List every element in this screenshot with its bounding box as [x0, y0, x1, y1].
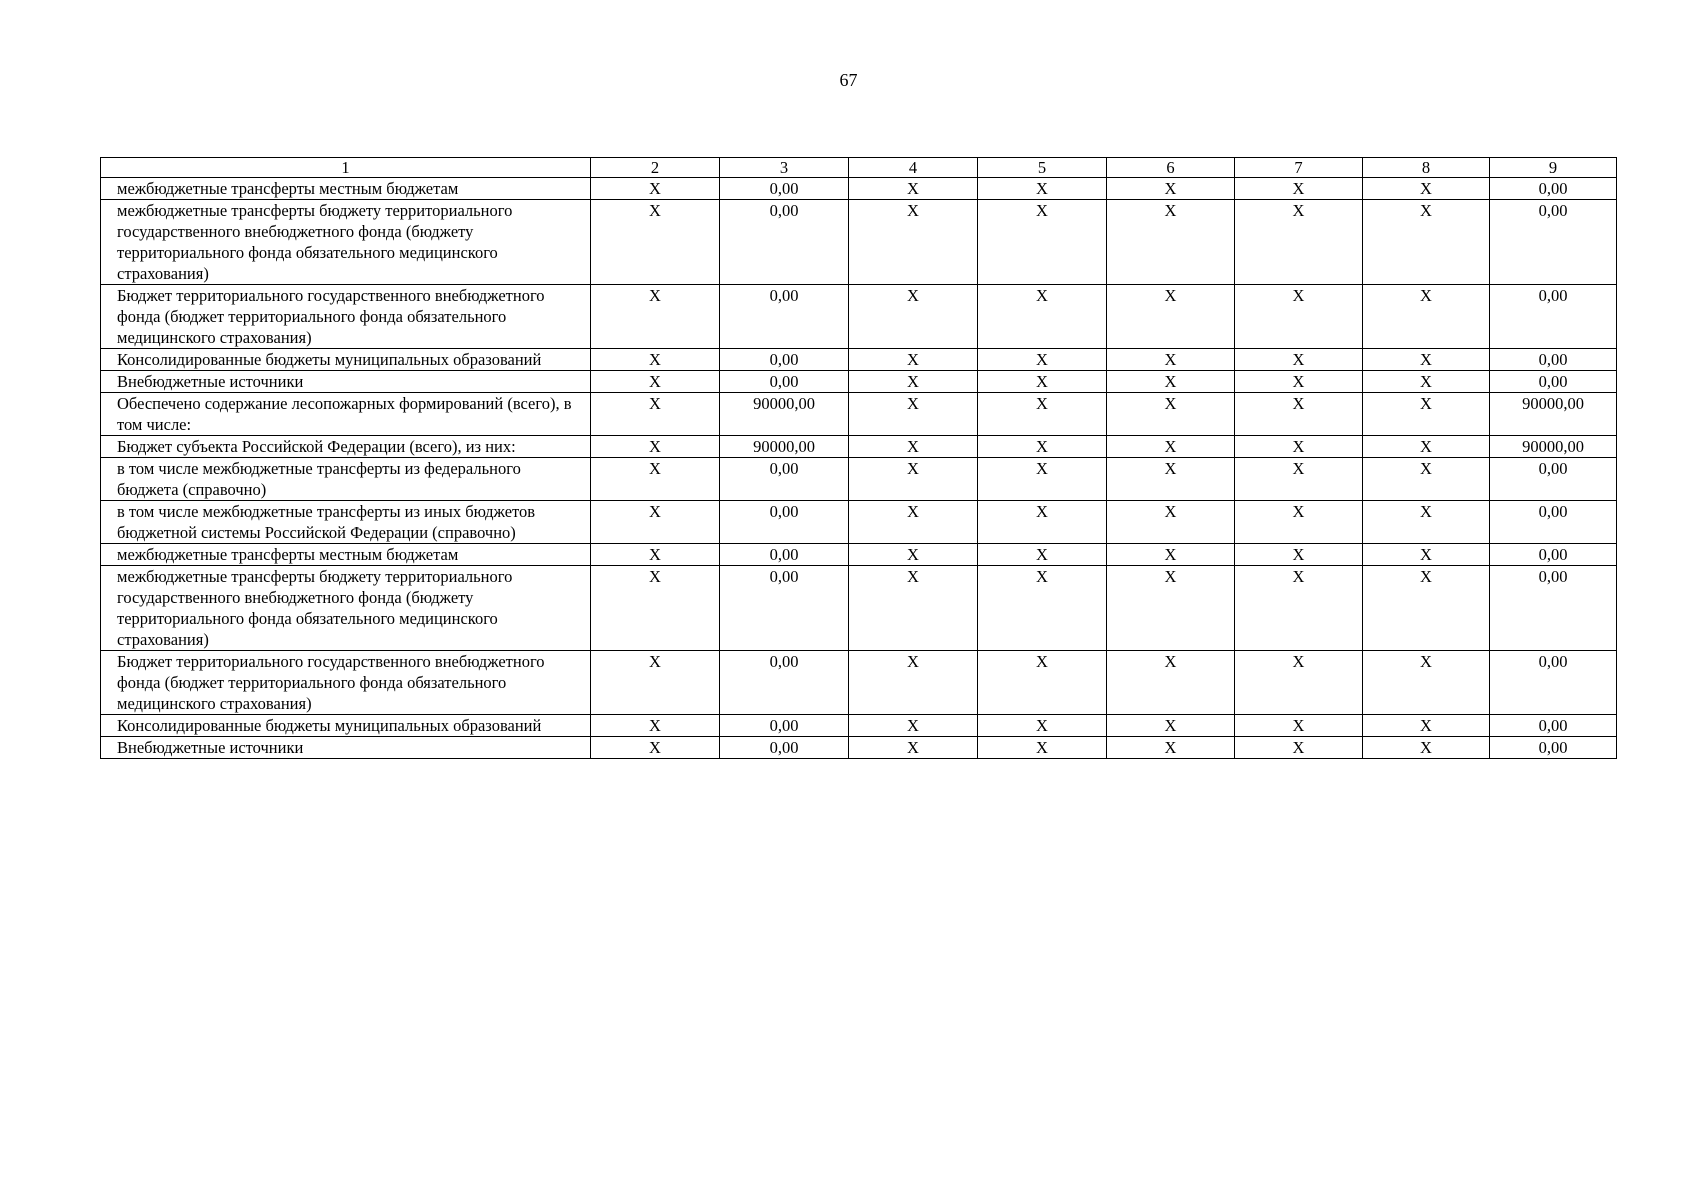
cell-col-8: Х — [1363, 715, 1490, 737]
table-row — [101, 371, 1617, 393]
cell-col-3: 0,00 — [720, 501, 849, 544]
cell-col-3: 0,00 — [720, 458, 849, 501]
cell-col-9: 0,00 — [1490, 737, 1617, 759]
cell-col-7: Х — [1235, 651, 1363, 715]
column-header: 6 — [1107, 158, 1235, 178]
cell-col-5: Х — [978, 458, 1107, 501]
cell-col-3: 90000,00 — [720, 436, 849, 458]
cell-col-6: Х — [1107, 200, 1235, 285]
cell-col-8: Х — [1363, 436, 1490, 458]
cell-col-2: Х — [591, 200, 720, 285]
table-row — [101, 200, 1617, 285]
cell-col-5: Х — [978, 285, 1107, 349]
cell-col-4: Х — [849, 715, 978, 737]
table-row — [101, 436, 1617, 458]
table-row — [101, 178, 1617, 200]
cell-col-2: Х — [591, 651, 720, 715]
cell-col-4: Х — [849, 651, 978, 715]
cell-col-4: Х — [849, 436, 978, 458]
cell-col-4: Х — [849, 544, 978, 566]
cell-col-6: Х — [1107, 371, 1235, 393]
cell-col-7: Х — [1235, 737, 1363, 759]
cell-col-9: 0,00 — [1490, 285, 1617, 349]
cell-col-4: Х — [849, 501, 978, 544]
cell-col-8: Х — [1363, 651, 1490, 715]
cell-col-7: Х — [1235, 544, 1363, 566]
cell-col-6: Х — [1107, 715, 1235, 737]
cell-col-3: 0,00 — [720, 544, 849, 566]
cell-col-9: 0,00 — [1490, 544, 1617, 566]
cell-col-8: Х — [1363, 200, 1490, 285]
cell-col-7: Х — [1235, 436, 1363, 458]
row-label: Обеспечено содержание лесопожарных формирований (всего), в том числе: — [101, 393, 591, 436]
cell-col-4: Х — [849, 566, 978, 651]
cell-col-2: Х — [591, 458, 720, 501]
cell-col-2: Х — [591, 349, 720, 371]
cell-col-4: Х — [849, 285, 978, 349]
cell-col-7: Х — [1235, 285, 1363, 349]
cell-col-8: Х — [1363, 501, 1490, 544]
column-header: 1 — [101, 158, 591, 178]
cell-col-9: 0,00 — [1490, 715, 1617, 737]
row-label: Бюджет территориального государственного внебюджетного фонда (бюджет территориального фонда обязательного медицинского страхования) — [101, 285, 591, 349]
cell-col-8: Х — [1363, 371, 1490, 393]
column-header: 5 — [978, 158, 1107, 178]
cell-col-4: Х — [849, 200, 978, 285]
cell-col-3: 0,00 — [720, 651, 849, 715]
cell-col-8: Х — [1363, 566, 1490, 651]
cell-col-4: Х — [849, 737, 978, 759]
cell-col-2: Х — [591, 393, 720, 436]
cell-col-3: 0,00 — [720, 349, 849, 371]
table-row — [101, 544, 1617, 566]
cell-col-4: Х — [849, 458, 978, 501]
table-header — [101, 158, 1617, 178]
row-label: межбюджетные трансферты бюджету территориального государственного внебюджетного фонда (бюджету территориального фонда обязательного медицинского страхования) — [101, 200, 591, 285]
table-body — [101, 178, 1617, 759]
cell-col-3: 0,00 — [720, 715, 849, 737]
cell-col-7: Х — [1235, 393, 1363, 436]
row-label: Внебюджетные источники — [101, 371, 591, 393]
column-header: 8 — [1363, 158, 1490, 178]
cell-col-2: Х — [591, 715, 720, 737]
cell-col-2: Х — [591, 501, 720, 544]
cell-col-2: Х — [591, 737, 720, 759]
cell-col-8: Х — [1363, 178, 1490, 200]
row-label: межбюджетные трансферты местным бюджетам — [101, 544, 591, 566]
page-number: 67 — [839, 70, 858, 90]
table-row — [101, 501, 1617, 544]
row-label: межбюджетные трансферты бюджету территориального государственного внебюджетного фонда (бюджету территориального фонда обязательного медицинского страхования) — [101, 566, 591, 651]
cell-col-7: Х — [1235, 566, 1363, 651]
cell-col-5: Х — [978, 349, 1107, 371]
cell-col-7: Х — [1235, 200, 1363, 285]
table-row — [101, 349, 1617, 371]
cell-col-7: Х — [1235, 501, 1363, 544]
table-row — [101, 651, 1617, 715]
cell-col-5: Х — [978, 436, 1107, 458]
cell-col-6: Х — [1107, 178, 1235, 200]
cell-col-5: Х — [978, 737, 1107, 759]
cell-col-4: Х — [849, 371, 978, 393]
cell-col-6: Х — [1107, 393, 1235, 436]
cell-col-9: 0,00 — [1490, 349, 1617, 371]
cell-col-6: Х — [1107, 285, 1235, 349]
cell-col-2: Х — [591, 285, 720, 349]
cell-col-6: Х — [1107, 458, 1235, 501]
cell-col-6: Х — [1107, 737, 1235, 759]
cell-col-7: Х — [1235, 715, 1363, 737]
budget-table — [100, 157, 1617, 759]
cell-col-2: Х — [591, 178, 720, 200]
table-row — [101, 285, 1617, 349]
table-row — [101, 393, 1617, 436]
cell-col-9: 90000,00 — [1490, 436, 1617, 458]
cell-col-3: 0,00 — [720, 178, 849, 200]
cell-col-4: Х — [849, 349, 978, 371]
row-label: в том числе межбюджетные трансферты из федерального бюджета (справочно) — [101, 458, 591, 501]
cell-col-3: 0,00 — [720, 371, 849, 393]
cell-col-3: 0,00 — [720, 200, 849, 285]
row-label: Внебюджетные источники — [101, 737, 591, 759]
cell-col-6: Х — [1107, 349, 1235, 371]
cell-col-3: 90000,00 — [720, 393, 849, 436]
cell-col-7: Х — [1235, 178, 1363, 200]
cell-col-6: Х — [1107, 566, 1235, 651]
cell-col-7: Х — [1235, 349, 1363, 371]
cell-col-8: Х — [1363, 393, 1490, 436]
cell-col-9: 0,00 — [1490, 501, 1617, 544]
cell-col-4: Х — [849, 393, 978, 436]
cell-col-3: 0,00 — [720, 566, 849, 651]
header-row — [101, 158, 1617, 178]
row-label: Консолидированные бюджеты муниципальных образований — [101, 349, 591, 371]
cell-col-5: Х — [978, 651, 1107, 715]
cell-col-8: Х — [1363, 349, 1490, 371]
cell-col-5: Х — [978, 501, 1107, 544]
cell-col-3: 0,00 — [720, 285, 849, 349]
cell-col-5: Х — [978, 200, 1107, 285]
cell-col-2: Х — [591, 566, 720, 651]
cell-col-2: Х — [591, 436, 720, 458]
column-header: 3 — [720, 158, 849, 178]
cell-col-5: Х — [978, 544, 1107, 566]
cell-col-6: Х — [1107, 544, 1235, 566]
column-header: 9 — [1490, 158, 1617, 178]
column-header: 2 — [591, 158, 720, 178]
cell-col-6: Х — [1107, 436, 1235, 458]
cell-col-9: 0,00 — [1490, 566, 1617, 651]
cell-col-8: Х — [1363, 544, 1490, 566]
cell-col-7: Х — [1235, 458, 1363, 501]
cell-col-8: Х — [1363, 285, 1490, 349]
cell-col-4: Х — [849, 178, 978, 200]
row-label: Консолидированные бюджеты муниципальных образований — [101, 715, 591, 737]
cell-col-9: 0,00 — [1490, 651, 1617, 715]
column-header: 7 — [1235, 158, 1363, 178]
row-label: Бюджет территориального государственного внебюджетного фонда (бюджет территориального фонда обязательного медицинского страхования) — [101, 651, 591, 715]
cell-col-8: Х — [1363, 458, 1490, 501]
cell-col-5: Х — [978, 715, 1107, 737]
cell-col-7: Х — [1235, 371, 1363, 393]
column-header: 4 — [849, 158, 978, 178]
cell-col-5: Х — [978, 566, 1107, 651]
cell-col-9: 90000,00 — [1490, 393, 1617, 436]
row-label: в том числе межбюджетные трансферты из иных бюджетов бюджетной системы Российской Федерации (справочно) — [101, 501, 591, 544]
cell-col-5: Х — [978, 393, 1107, 436]
cell-col-6: Х — [1107, 501, 1235, 544]
cell-col-2: Х — [591, 371, 720, 393]
cell-col-5: Х — [978, 178, 1107, 200]
row-label: межбюджетные трансферты местным бюджетам — [101, 178, 591, 200]
table-row — [101, 458, 1617, 501]
cell-col-9: 0,00 — [1490, 458, 1617, 501]
cell-col-9: 0,00 — [1490, 178, 1617, 200]
cell-col-9: 0,00 — [1490, 200, 1617, 285]
cell-col-6: Х — [1107, 651, 1235, 715]
cell-col-9: 0,00 — [1490, 371, 1617, 393]
cell-col-3: 0,00 — [720, 737, 849, 759]
table-row — [101, 715, 1617, 737]
table-row — [101, 566, 1617, 651]
row-label: Бюджет субъекта Российской Федерации (всего), из них: — [101, 436, 591, 458]
cell-col-2: Х — [591, 544, 720, 566]
cell-col-8: Х — [1363, 737, 1490, 759]
table-row — [101, 737, 1617, 759]
cell-col-5: Х — [978, 371, 1107, 393]
